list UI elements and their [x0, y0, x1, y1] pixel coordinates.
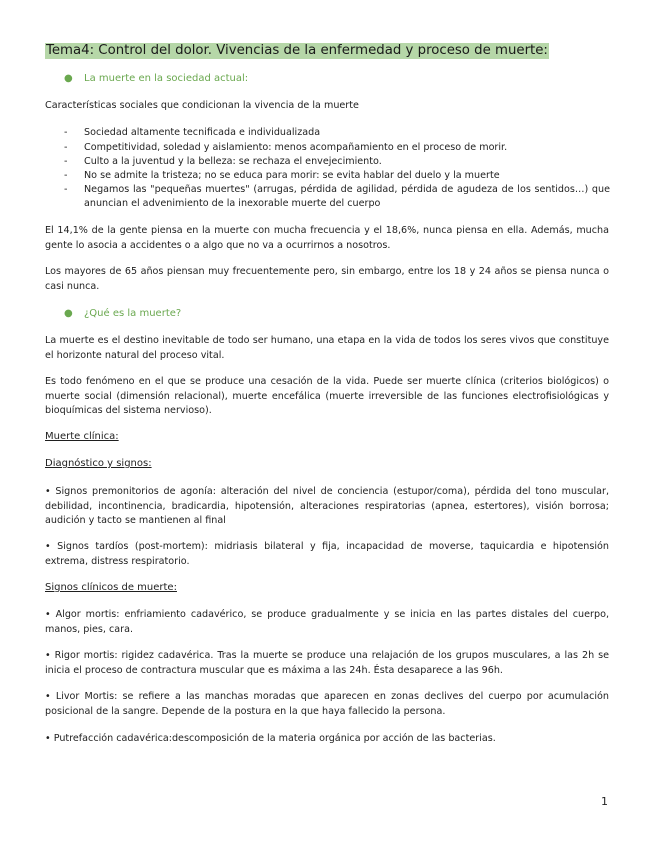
paragraph-ages: Los mayores de 65 años piensan muy frecuentemente pero, sin embargo, entre los 18 y 24 años se piensa nunca o casi nunca.	[45, 266, 609, 292]
list-item: No se admite la tristeza; no se educa para morir: se evita hablar del duelo y la muerte	[84, 170, 500, 181]
list-item: Negamos las "pequeñas muertes" (arrugas, pérdida de agilidad, pérdida de agudeza de los sentidos…) que anuncian el advenimiento de la inexorable muerte del cuerpo	[84, 184, 610, 209]
section-heading-sociedad: La muerte en la sociedad actual:	[84, 73, 249, 84]
dash-marker: -	[64, 156, 68, 167]
paragraph-livor-mortis: • Livor Mortis: se refiere a las manchas moradas que aparecen en zonas declives del cuerpo por acumulación posicional de la sangre. Depende de la postura en la que haya fallecido la persona.	[45, 691, 609, 717]
dash-marker: -	[64, 170, 68, 181]
paragraph-definition: La muerte es el destino inevitable de todo ser humano, una etapa en la vida de todos los seres vivos que constituye el horizonte natural del proceso vital.	[45, 335, 609, 361]
bullet-icon: ●	[64, 73, 73, 84]
bullet-icon: ●	[64, 308, 73, 319]
page-number: 1	[601, 795, 608, 808]
paragraph-signos-premonitorios: • Signos premonitorios de agonía: alteración del nivel de conciencia (estupor/coma), pérdida del tono muscular, debilidad, incontinencia, bradicardia, hipotensión, alteraciones respiratorias (apnea, estertores), visión borrosa; audición y tacto se mantienen al final	[45, 486, 609, 527]
characteristics-intro: Características sociales que condicionan la vivencia de la muerte	[45, 100, 359, 111]
list-item: Sociedad altamente tecnificada e individualizada	[84, 127, 321, 138]
dash-marker: -	[64, 127, 68, 138]
dash-marker: -	[64, 184, 68, 195]
paragraph-rigor-mortis: • Rigor mortis: rigidez cadavérica. Tras la muerte se produce una relajación de los grupos musculares, a las 2h se inicia el proceso de contractura muscular que es máxima a las 24h. Ésta desaparece a las 96h.	[45, 650, 609, 676]
dash-marker: -	[64, 142, 68, 153]
paragraph-algor-mortis: • Algor mortis: enfriamiento cadavérico, se produce gradualmente y se inicia en las partes distales del cuerpo, manos, pies, cara.	[45, 609, 609, 635]
subheading-diagnostico: Diagnóstico y signos:	[45, 458, 152, 469]
paragraph-putrefaccion: • Putrefacción cadavérica:descomposición de la materia orgánica por acción de las bacterias.	[45, 733, 496, 744]
subheading-muerte-clinica: Muerte clínica:	[45, 431, 119, 442]
page-title: Tema4: Control del dolor. Vivencias de la enfermedad y proceso de muerte:	[46, 43, 548, 58]
list-item: Competitividad, soledad y aislamiento: menos acompañamiento en el proceso de morir.	[84, 142, 508, 153]
paragraph-types: Es todo fenómeno en el que se produce una cesación de la vida. Puede ser muerte clínica (criterios biológicos) o muerte social (dimensión relacional), muerte encefálica (muerte irreversible de las funciones electrofisiológicas y bioquímicas del sistema nervioso).	[45, 376, 609, 417]
section-heading-que-es: ¿Qué es la muerte?	[84, 308, 182, 319]
subheading-signos-clinicos: Signos clínicos de muerte:	[45, 582, 177, 593]
paragraph-stats: El 14,1% de la gente piensa en la muerte con mucha frecuencia y el 18,6%, nunca piensa en ella. Además, mucha gente lo asocia a accidentes o a algo que no va a ocurrirnos a nosotros.	[45, 225, 609, 251]
list-item: Culto a la juventud y la belleza: se rechaza el envejecimiento.	[84, 156, 382, 167]
paragraph-signos-tardios: • Signos tardíos (post-mortem): midriasis bilateral y fija, incapacidad de moverse, taquicardia e hipotensión extrema, distress respiratorio.	[45, 541, 609, 567]
